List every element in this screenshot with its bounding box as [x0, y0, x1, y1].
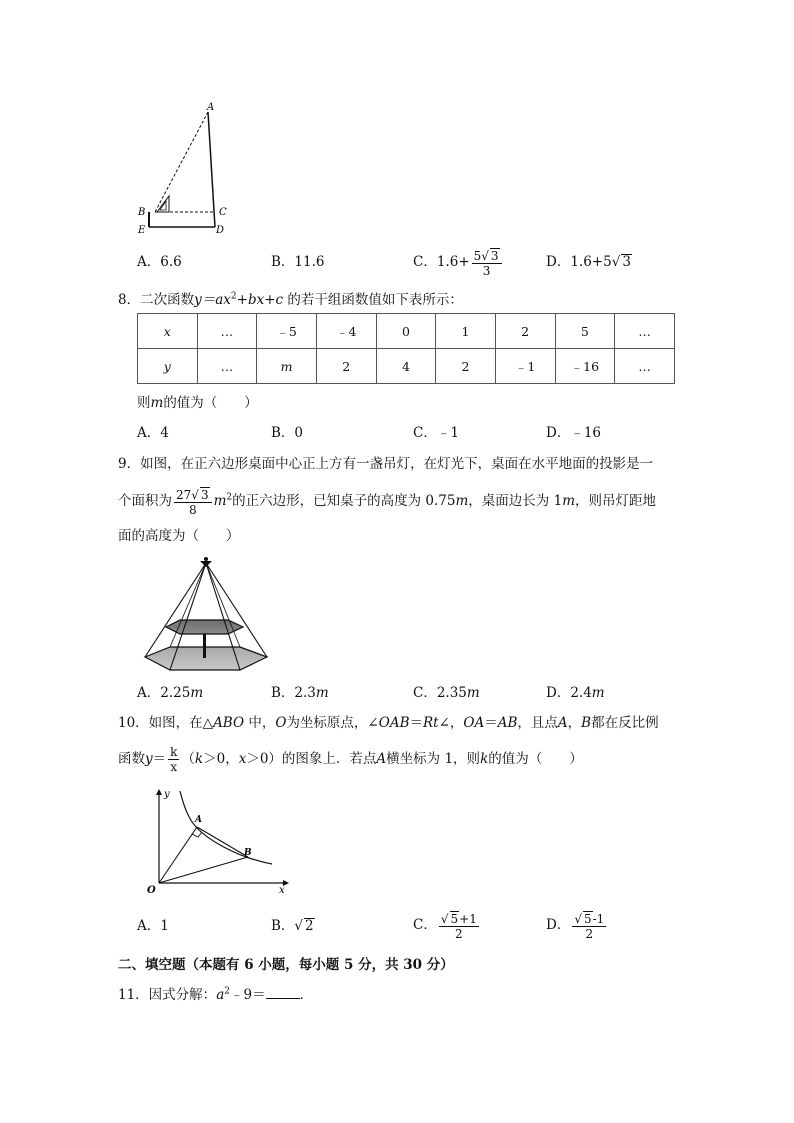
q7-option-d[interactable]: D．1.6+5√ 3 — [546, 254, 631, 270]
table-row-x — [138, 314, 675, 349]
option-letter: C． — [413, 254, 437, 270]
axis-label-y: y — [164, 789, 170, 800]
table-cell: ﹣4 — [316, 314, 376, 349]
option-int: 1.6+ — [436, 254, 470, 270]
label-b: B — [138, 207, 146, 218]
q10-option-a[interactable]: A．1 — [137, 918, 169, 934]
fraction: $\frac{√ 5+1}{2}$ — [440, 911, 477, 941]
table-cell: … — [197, 314, 257, 349]
q10-line2: 函数y＝ $\frac{k}{x}$ （k＞0，x＞0）的图象上．若点A横坐标为 1，则k的值为（ ） — [118, 745, 583, 774]
table-row-y — [138, 349, 675, 384]
table-cell: 1 — [436, 314, 496, 349]
area-fraction: $\frac{27√ 3}{8}$ — [174, 487, 212, 517]
q10-option-d[interactable]: D． $\frac{√ 5-1}{2}$ — [546, 911, 605, 941]
table-cell: … — [197, 349, 257, 384]
q8-question: 则m的值为（ ） — [137, 395, 258, 411]
table-cell: … — [615, 349, 675, 384]
table-cell: ﹣5 — [257, 314, 317, 349]
q9-option-c[interactable]: C．2.35m — [413, 685, 480, 701]
q9-line2: 个面积为 $\frac{27√ 3}{8}$ $m^2$的正六边形，已知桌子的高度为 0.75m，桌面边长为 1m，则吊灯距地 — [118, 487, 656, 517]
point-label-a: A — [195, 815, 202, 825]
q8-option-d[interactable]: D．﹣16 — [546, 425, 602, 441]
fraction: $\frac{√ 5-1}{2}$ — [574, 911, 605, 941]
point-label-b: B — [244, 848, 252, 858]
k-over-x: $\frac{k}{x}$ — [170, 745, 178, 774]
label-c: C — [219, 207, 227, 218]
lamp-hexagon-figure — [140, 555, 275, 677]
q9-line1: 9．如图，在正六边形桌面中心正上方有一盏吊灯，在灯光下，桌面在水平地面的投影是一 — [118, 456, 654, 472]
q8-option-a[interactable]: A．4 — [137, 425, 169, 441]
q10-option-b[interactable]: B．√ 2 — [271, 918, 314, 934]
q8-stem: 8．二次函数$y=ax^2+bx+c$ 的若干组函数值如下表所示： — [118, 291, 463, 308]
table-cell: y — [138, 349, 198, 384]
origin-label: O — [147, 885, 156, 895]
axis-label-x: x — [279, 885, 285, 895]
q7-option-c[interactable] — [413, 243, 504, 281]
q11-stem: 11．因式分解：$a^2﹣9=$ ． — [118, 986, 314, 1003]
table-cell: ﹣16 — [555, 349, 615, 384]
table-cell: ﹣1 — [495, 349, 555, 384]
table-cell: 2 — [495, 314, 555, 349]
label-d: D — [216, 225, 225, 236]
label-a: A — [207, 102, 215, 113]
table-cell: x — [138, 314, 198, 349]
section-heading: 二、填空题（本题有 6 小题，每小题 5 分，共 30 分） — [118, 957, 454, 973]
q7-option-a[interactable]: A．6.6 — [137, 254, 182, 270]
answer-blank[interactable] — [266, 986, 300, 999]
table-cell: 2 — [436, 349, 496, 384]
q9-option-d[interactable]: D．2.4m — [546, 685, 605, 701]
q10-line1: 10．如图，在△ABO 中，O为坐标原点，∠OAB＝Rt∠，OA＝AB，且点A，B都在反比例 — [118, 715, 659, 731]
q8-option-b[interactable]: B．0 — [271, 425, 304, 441]
triangle-figure — [135, 100, 240, 240]
q9-option-b[interactable]: B．2.3m — [271, 685, 329, 701]
value-table — [137, 313, 675, 384]
q7-option-b[interactable]: B．11.6 — [271, 254, 325, 270]
q9-line3: 面的高度为（ ） — [118, 528, 240, 544]
fraction: $\frac{5√ 3}{3}$ — [472, 248, 502, 278]
table-cell: 2 — [316, 349, 376, 384]
q10-option-c[interactable]: C． $\frac{√ 5+1}{2}$ — [413, 911, 477, 941]
q8-option-c[interactable]: C．﹣1 — [413, 425, 459, 441]
table-cell: 4 — [376, 349, 436, 384]
table-cell: m — [257, 349, 317, 384]
inverse-function-graph — [140, 785, 290, 895]
table-cell: 0 — [376, 314, 436, 349]
table-cell: … — [615, 314, 675, 349]
q9-option-a[interactable]: A．2.25m — [137, 685, 204, 701]
table-cell: 5 — [555, 314, 615, 349]
label-e: E — [138, 225, 146, 236]
